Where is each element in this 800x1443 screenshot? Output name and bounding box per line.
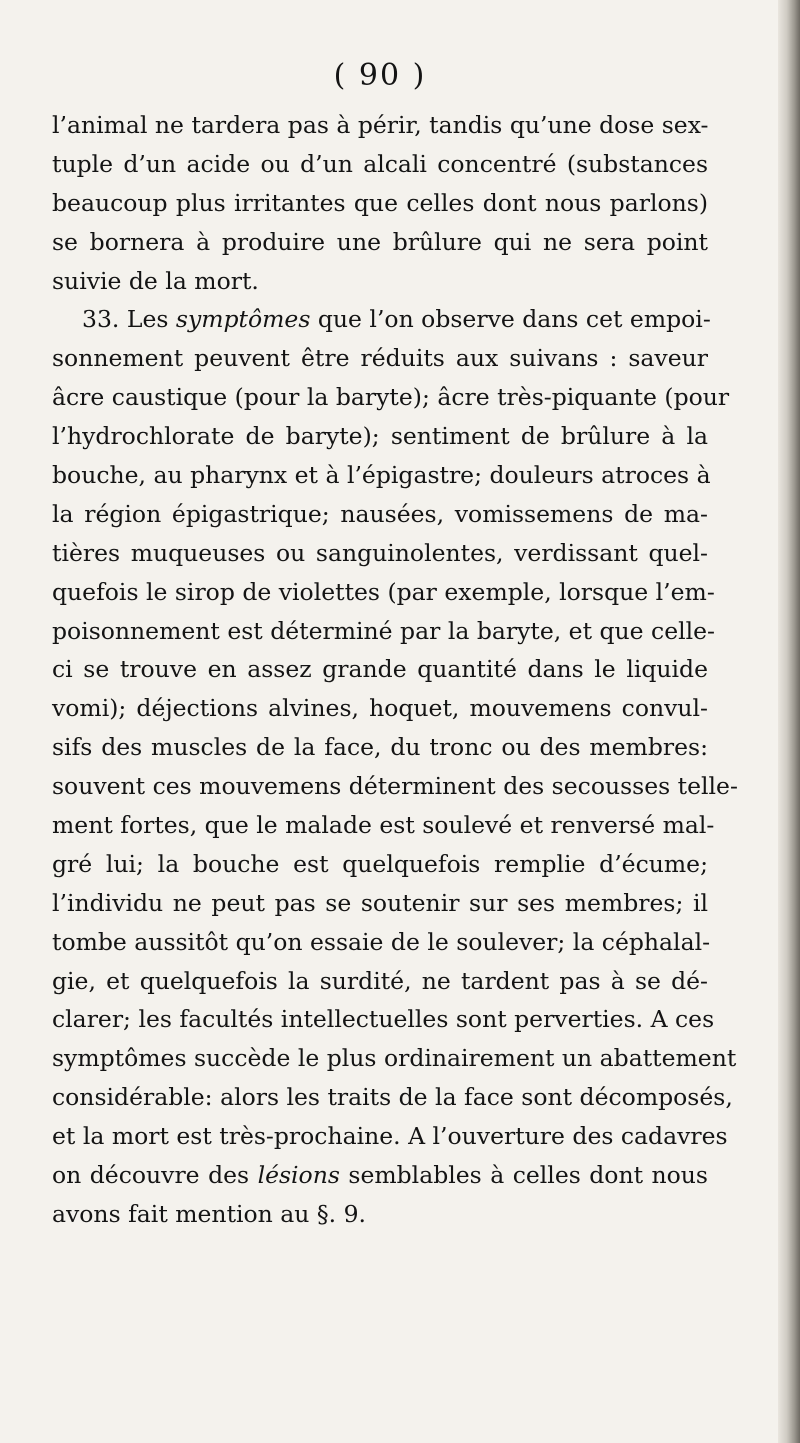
page-number: ( 90 ) <box>333 58 427 93</box>
page-gutter-shadow <box>778 0 800 1443</box>
italic-term: lésions <box>257 1161 340 1190</box>
text-line: âcre caustique (pour la baryte); âcre très-piquante (pour <box>52 383 730 412</box>
text-line: vomi); déjections alvines, hoquet, mouvemens convul- <box>52 694 708 723</box>
text-line: clarer; les facultés intellectuelles sont perverties. A ces <box>52 1005 715 1034</box>
text-segment: que l’on observe dans cet empoi- <box>310 305 711 334</box>
text-segment: 33. Les <box>82 305 176 334</box>
text-segment: on découvre des <box>52 1161 258 1190</box>
text-line: sonnement peuvent être réduits aux suivans : saveur <box>52 344 708 373</box>
text-line <box>52 300 711 339</box>
italic-term: symptômes <box>175 305 311 334</box>
text-line: l’hydrochlorate de baryte); sentiment de brûlure à la <box>52 422 708 451</box>
text-line: la région épigastrique; nausées, vomissemens de ma- <box>52 499 708 528</box>
text-line: et la mort est très-prochaine. A l’ouverture des cadavres <box>52 1122 728 1151</box>
text-line: sifs des muscles de la face, du tronc ou des membres: <box>52 733 708 762</box>
text-line: ment fortes, que le malade est soulevé et renversé mal- <box>52 811 715 840</box>
text-line: gie, et quelquefois la surdité, ne tardent pas à se dé- <box>52 966 708 995</box>
text-line: poisonnement est déterminé par la baryte, et que celle- <box>52 616 715 645</box>
text-line: avons fait mention au §. 9. <box>52 1199 367 1228</box>
text-line: se bornera à produire une brûlure qui ne sera point <box>52 227 708 256</box>
text-line: beaucoup plus irritantes que celles dont nous parlons) <box>52 188 708 217</box>
text-line <box>52 1156 708 1195</box>
text-line: tombe aussitôt qu’on essaie de le soulever; la céphalal- <box>52 927 711 956</box>
text-line: bouche, au pharynx et à l’épigastre; douleurs atroces à <box>52 461 711 490</box>
text-line: ci se trouve en assez grande quantité dans le liquide <box>52 655 708 684</box>
text-line: l’individu ne peut pas se soutenir sur ses membres; il <box>52 888 708 917</box>
text-line: considérable: alors les traits de la face sont décomposés, <box>52 1083 733 1112</box>
text-line: quefois le sirop de violettes (par exemple, lorsque l’em- <box>52 577 715 606</box>
text-line: tuple d’un acide ou d’un alcali concentré (substances <box>52 149 708 178</box>
text-line: souvent ces mouvemens déterminent des secousses telle- <box>52 772 738 801</box>
text-line: symptômes succède le plus ordinairement un abattement <box>52 1044 737 1073</box>
body-text <box>52 106 738 1234</box>
text-segment: semblables à celles dont nous <box>339 1161 708 1190</box>
text-line: tières muqueuses ou sanguinolentes, verdissant quel- <box>52 538 708 567</box>
text-line: l’animal ne tardera pas à périr, tandis qu’une dose sex- <box>52 111 709 139</box>
text-line: gré lui; la bouche est quelquefois remplie d’écume; <box>52 849 708 878</box>
text-line: suivie de la mort. <box>52 266 259 295</box>
